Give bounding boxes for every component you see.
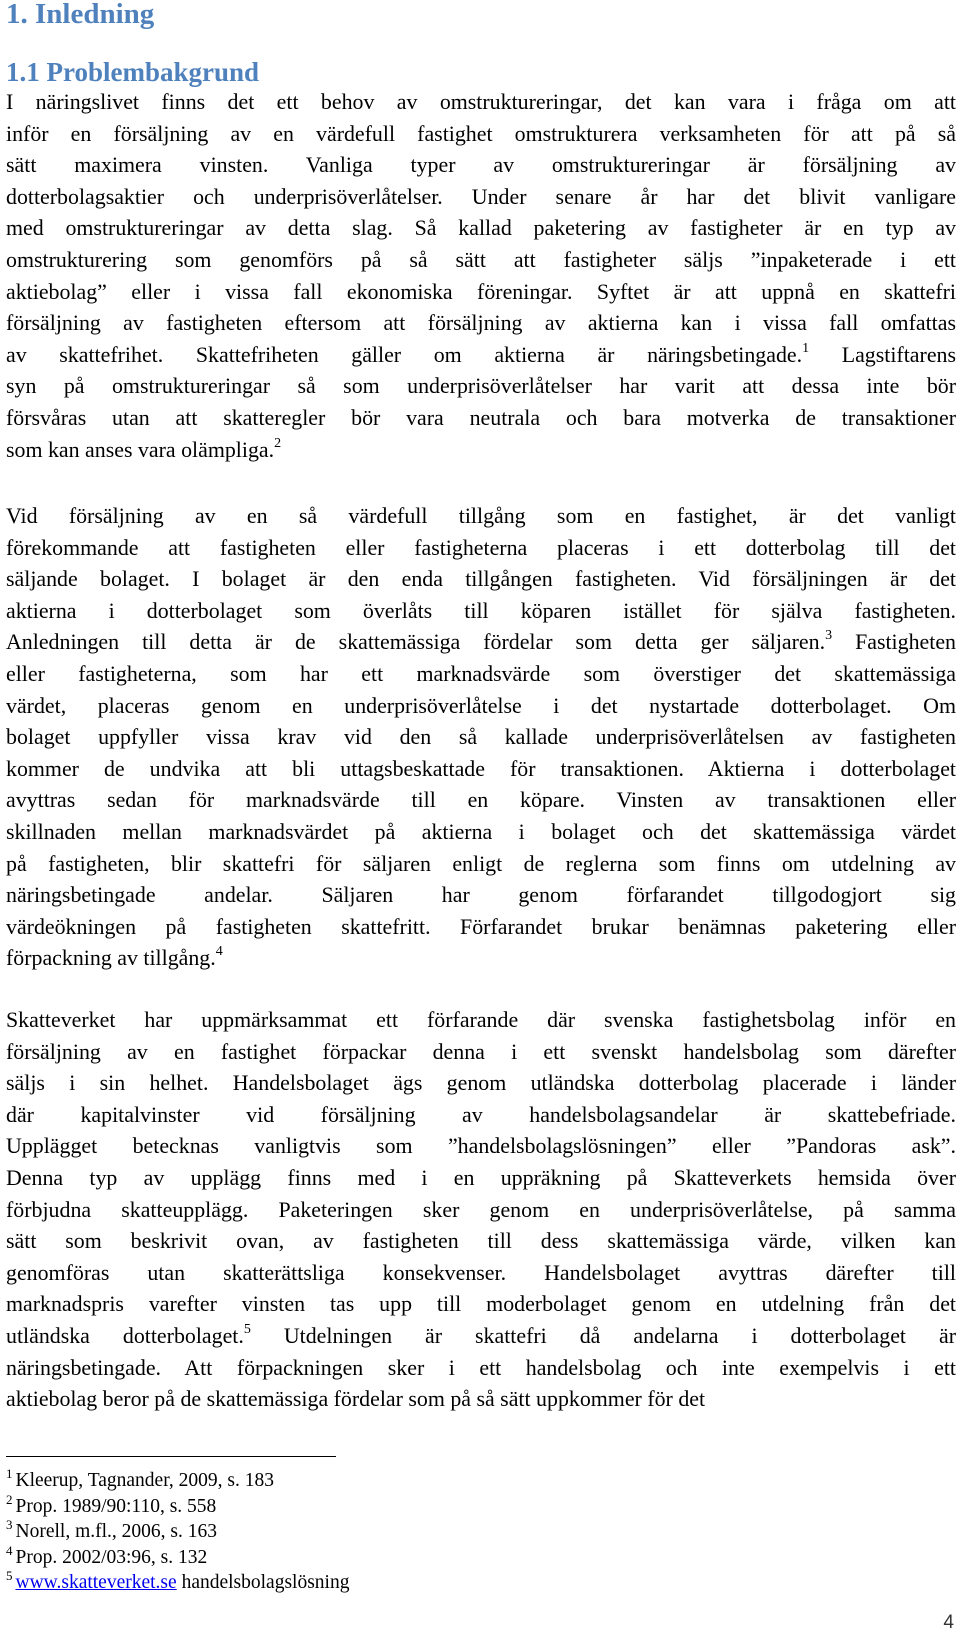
- text-line: marknadspris varefter vinsten tas upp till moderbolaget genom en utdelning från det: [6, 1291, 956, 1317]
- footnote-text: handelsbolagslösning: [176, 1572, 350, 1594]
- text-line: av skattefrihet. Skattefriheten gäller om aktierna är näringsbetingade.$^1$ Lagstiftarens: [6, 340, 956, 367]
- text-line: skillnaden mellan marknadsvärdet på aktierna i bolaget och det skattemässiga värdet: [6, 818, 956, 844]
- paragraph-3: [6, 1004, 956, 1415]
- text-line: som kan anses vara olämpliga.$^2$: [6, 435, 282, 462]
- text-line: försäljning av en fastighet förpackar denna i ett svenskt handelsbolag som därefter: [6, 1038, 956, 1064]
- text-line: genomföras utan skatterättsliga konsekvenser. Handelsbolaget avyttras därefter till: [6, 1259, 956, 1285]
- text-line: förekommande att fastigheten eller fastigheterna placeras i ett dotterbolag till det: [6, 534, 956, 560]
- footnote-1: [6, 1468, 349, 1494]
- paragraph-1: [6, 86, 956, 465]
- page-number: 4: [943, 1612, 954, 1633]
- footnote-reference: 2: [274, 435, 282, 451]
- text-line: kommer de undvika att bli uttagsbeskattade för transaktionen. Aktierna i dotterbolaget: [6, 755, 956, 781]
- footnote-divider: [6, 1456, 336, 1457]
- text-line: där kapitalvinster vid försäljning av handelsbolagsandelar är skattebefriade.: [6, 1101, 956, 1127]
- text-line: avyttras sedan för marknadsvärde till en köpare. Vinsten av transaktionen eller: [6, 787, 956, 813]
- footnote-text: Prop. 2002/03:96, s. 132: [15, 1546, 208, 1568]
- footnote-text: Prop. 1989/90:110, s. 558: [15, 1495, 217, 1517]
- footnote-reference: 3: [825, 628, 833, 644]
- paragraph-2: [6, 500, 956, 974]
- footnote-5: [6, 1570, 349, 1596]
- footnotes: [6, 1468, 349, 1596]
- text-line: säljande bolaget. I bolaget är den enda tillgången fastigheten. Vid försäljningen är det: [6, 566, 956, 592]
- footnote-4: [6, 1542, 349, 1571]
- text-line: aktierna i dotterbolaget som överlåts till köparen istället för själva fastigheten.: [6, 597, 956, 623]
- text-line: näringsbetingade. Att förpackningen sker i ett handelsbolag och inte exempelvis i ett: [6, 1354, 956, 1380]
- text-line: eller fastigheterna, som har ett marknadsvärde som överstiger det skattemässiga: [6, 660, 956, 686]
- text-line: värdeökningen på fastigheten skattefritt. Förfarandet brukar benämnas paketering eller: [6, 913, 956, 939]
- text-line: bolaget uppfyller vissa krav vid den så kallade underprisöverlåtelsen av fastigheten: [6, 724, 956, 750]
- text-line: försvåras utan att skatteregler bör vara neutrala och bara motverka de transaktioner: [6, 404, 956, 430]
- text-line: på fastigheten, blir skattefri för säljaren enligt de reglerna som finns om utdelning av: [6, 850, 956, 876]
- footnote-number: 2: [6, 1491, 13, 1507]
- footnote-2: [6, 1491, 349, 1520]
- text-line: syn på omstruktureringar så som underprisöverlåtelser har varit att dessa inte bör: [6, 373, 956, 399]
- chapter-heading: 1. Inledning: [6, 0, 155, 30]
- text-line: aktiebolag beror på de skattemässiga fördelar som på så sätt uppkommer för det: [6, 1386, 706, 1412]
- footnote-reference: 4: [215, 944, 223, 960]
- text-line: Vid försäljning av en så värdefull tillgång som en fastighet, är det vanligt: [6, 503, 956, 528]
- text-line: värdet, placeras genom en underprisöverlåtelse i det nystartade dotterbolaget. Om: [6, 692, 956, 718]
- footnote-reference: 1: [802, 340, 810, 356]
- footnote-number: 1: [6, 1466, 13, 1481]
- text-line: I näringslivet finns det ett behov av omstruktureringar, det kan vara i fråga om att: [6, 89, 956, 114]
- text-line: inför en försäljning av en värdefull fastighet omstrukturera verksamheten för att på så: [6, 120, 956, 146]
- footnote-number: 4: [6, 1542, 13, 1558]
- footnote-3: [6, 1519, 349, 1545]
- text-line: näringsbetingade andelar. Säljaren har genom förfarandet tillgodogjort sig: [6, 882, 956, 908]
- text-line: sätt maximera vinsten. Vanliga typer av omstruktureringar är försäljning av: [6, 152, 956, 178]
- text-line: förbjudna skatteupplägg. Paketeringen sker genom en underprisöverlåtelse, på samma: [6, 1196, 956, 1222]
- text-line: med omstruktureringar av detta slag. Så kallad paketering av fastigheter är en typ av: [6, 215, 956, 241]
- text-line: Upplägget betecknas vanligtvis som ”handelsbolagslösningen” eller ”Pandoras ask”.: [6, 1133, 956, 1159]
- text-line: Denna typ av upplägg finns med i en uppräkning på Skatteverkets hemsida över: [6, 1164, 956, 1190]
- text-line: dotterbolagsaktier och underprisöverlåtelser. Under senare år har det blivit vanligare: [6, 183, 956, 209]
- text-line: omstrukturering som genomförs på så sätt att fastigheter säljs ”inpaketerade i ett: [6, 246, 956, 272]
- text-line: sätt som beskrivit ovan, av fastigheten till dess skattemässiga värde, vilken kan: [6, 1228, 956, 1254]
- text-line: utländska dotterbolaget.$^5$ Utdelningen är skattefri då andelarna i dotterbolaget är: [6, 1321, 956, 1348]
- text-line: säljs i sin helhet. Handelsbolaget ägs genom utländska dotterbolag placerade i länder: [6, 1070, 956, 1096]
- footnote-number: 5: [6, 1568, 13, 1584]
- footnote-text: Kleerup, Tagnander, 2009, s. 183: [15, 1470, 275, 1491]
- text-line: aktiebolag” eller i vissa fall ekonomiska föreningar. Syftet är att uppnå en skattefri: [6, 278, 956, 304]
- footnote-text: Norell, m.fl., 2006, s. 163: [15, 1521, 217, 1543]
- text-line: förpackning av tillgång.$^4$: [6, 944, 223, 971]
- skatteverket-link[interactable]: www.skatteverket.se: [15, 1572, 177, 1594]
- footnote-reference: 5: [243, 1321, 251, 1337]
- text-line: Anledningen till detta är de skattemässiga fördelar som detta ger säljaren.$^3$ Fastigheten: [6, 628, 956, 655]
- footnote-number: 3: [6, 1517, 13, 1533]
- text-line: försäljning av fastigheten eftersom att försäljning av aktierna kan i vissa fall omfattas: [6, 310, 956, 336]
- section-heading: 1.1 Problembakgrund: [6, 57, 260, 87]
- text-line: Skatteverket har uppmärksammat ett förfarande där svenska fastighetsbolag inför en: [6, 1007, 956, 1032]
